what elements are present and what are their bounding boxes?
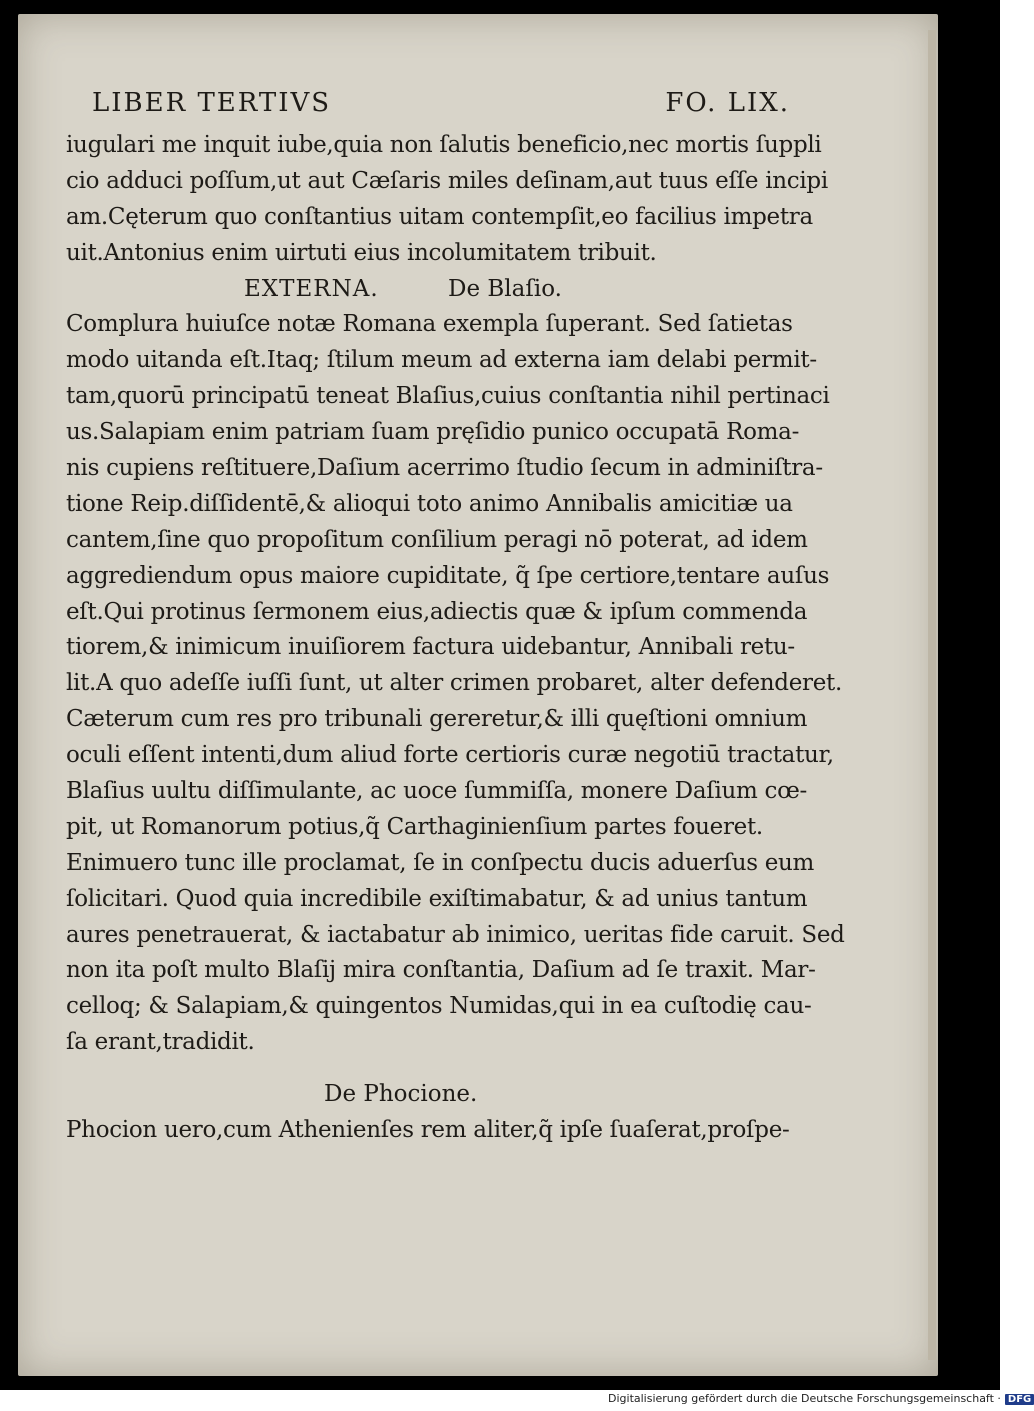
section-heading bbox=[66, 272, 796, 308]
subheading-phocion: De Phocione. bbox=[324, 1081, 478, 1108]
text-line: nis cupiens reſtituere,Daſium acerrimo ſtudio ſecum in adminiſtra- bbox=[66, 455, 823, 482]
text-line: us.Salapiam enim patriam ſuam pręſidio punico occupatā Roma- bbox=[66, 419, 800, 446]
text-line: modo uitanda eſt.Itaq; ſtilum meum ad externa iam delabi permit- bbox=[66, 347, 817, 374]
text-line: Cæterum cum res pro tribunali gereretur,& illi quęſtioni omnium bbox=[66, 706, 808, 733]
dfg-logo: DFG bbox=[1005, 1394, 1034, 1405]
text-line: ſolicitari. Quod quia incredibile exiſtimabatur, & ad unius tantum bbox=[66, 885, 808, 912]
text-line: eſt.Qui protinus ſermonem eius,adiectis quæ & ipſum commenda bbox=[66, 598, 808, 625]
text-line: am.Cęterum quo conſtantius uitam contempſit,eo facilius impetra bbox=[66, 203, 813, 230]
folio-number: FO. LIX. bbox=[665, 88, 790, 118]
spacer bbox=[66, 1061, 796, 1077]
text-line: Phocion uero,cum Athenienſes rem aliter,q̃ ipſe ſuaſerat,proſpe- bbox=[66, 1117, 790, 1144]
text-line: celloq; & Salapiam,& quingentos Numidas,qui in ea cuſtodię cau- bbox=[66, 993, 812, 1020]
header-title: LIBER TERTIVS bbox=[92, 88, 332, 118]
text-line: iugulari me inquit iube,quia non ſalutis beneficio,nec mortis ſuppli bbox=[66, 132, 822, 158]
text-line: tam,quorū principatū teneat Blaſius,cuius conſtantia nihil pertinaci bbox=[66, 383, 830, 410]
text-line: lit.A quo adeſſe iuſſi ſunt, ut alter crimen probaret, alter defenderet. bbox=[66, 670, 842, 697]
text-line: Enimuero tunc ille proclamat, ſe in conſpectu ducis aduerſus eum bbox=[66, 849, 815, 876]
running-header bbox=[66, 88, 796, 128]
text-line: ſa erant,tradidit. bbox=[66, 1029, 255, 1056]
page-edge bbox=[928, 30, 936, 1360]
section-heading-blasius: De Blaſio. bbox=[448, 275, 562, 302]
text-line: aures penetrauerat, & iactabatur ab inimico, ueritas fide caruit. Sed bbox=[66, 921, 845, 948]
text-line: Complura huiuſce notæ Romana exempla ſuperant. Sed ſatietas bbox=[66, 311, 793, 338]
text-line: tiorem,& inimicum inuiſiorem factura uidebantur, Annibali retu- bbox=[66, 634, 795, 661]
text-line: uit.Antonius enim uirtuti eius incolumitatem tribuit. bbox=[66, 239, 657, 266]
section-heading-externa: EXTERNA. bbox=[244, 275, 379, 302]
footer-text: Digitalisierung gefördert durch die Deutsche Forschungsgemeinschaft · bbox=[608, 1392, 1001, 1405]
text-line: oculi eſſent intenti,dum aliud forte certioris curæ negotiū tractatur, bbox=[66, 742, 834, 769]
page-text bbox=[66, 88, 845, 1149]
digitization-footer bbox=[608, 1392, 1032, 1408]
text-line: cantem,ſine quo propoſitum conſilium peragi nō poterat, ad idem bbox=[66, 526, 808, 553]
text-line: pit, ut Romanorum potius,q̃ Carthaginienſium partes foueret. bbox=[66, 813, 763, 840]
text-line: aggrediendum opus maiore cupiditate, q̃ ſpe certiore,tentare auſus bbox=[66, 562, 830, 589]
text-line: tione Reip.diſſidentē,& alioqui toto animo Annibalis amicitiæ ua bbox=[66, 490, 793, 517]
text-line: cio adduci poſſum,ut aut Cæſaris miles deſinam,aut tuus eſſe incipi bbox=[66, 167, 828, 194]
text-line: Blaſius uultu diſſimulante, ac uoce ſummiſſa, monere Daſium cœ- bbox=[66, 778, 808, 805]
text-line: non ita poſt multo Blaſij mira conſtantia, Daſium ad ſe traxit. Mar- bbox=[66, 957, 816, 984]
